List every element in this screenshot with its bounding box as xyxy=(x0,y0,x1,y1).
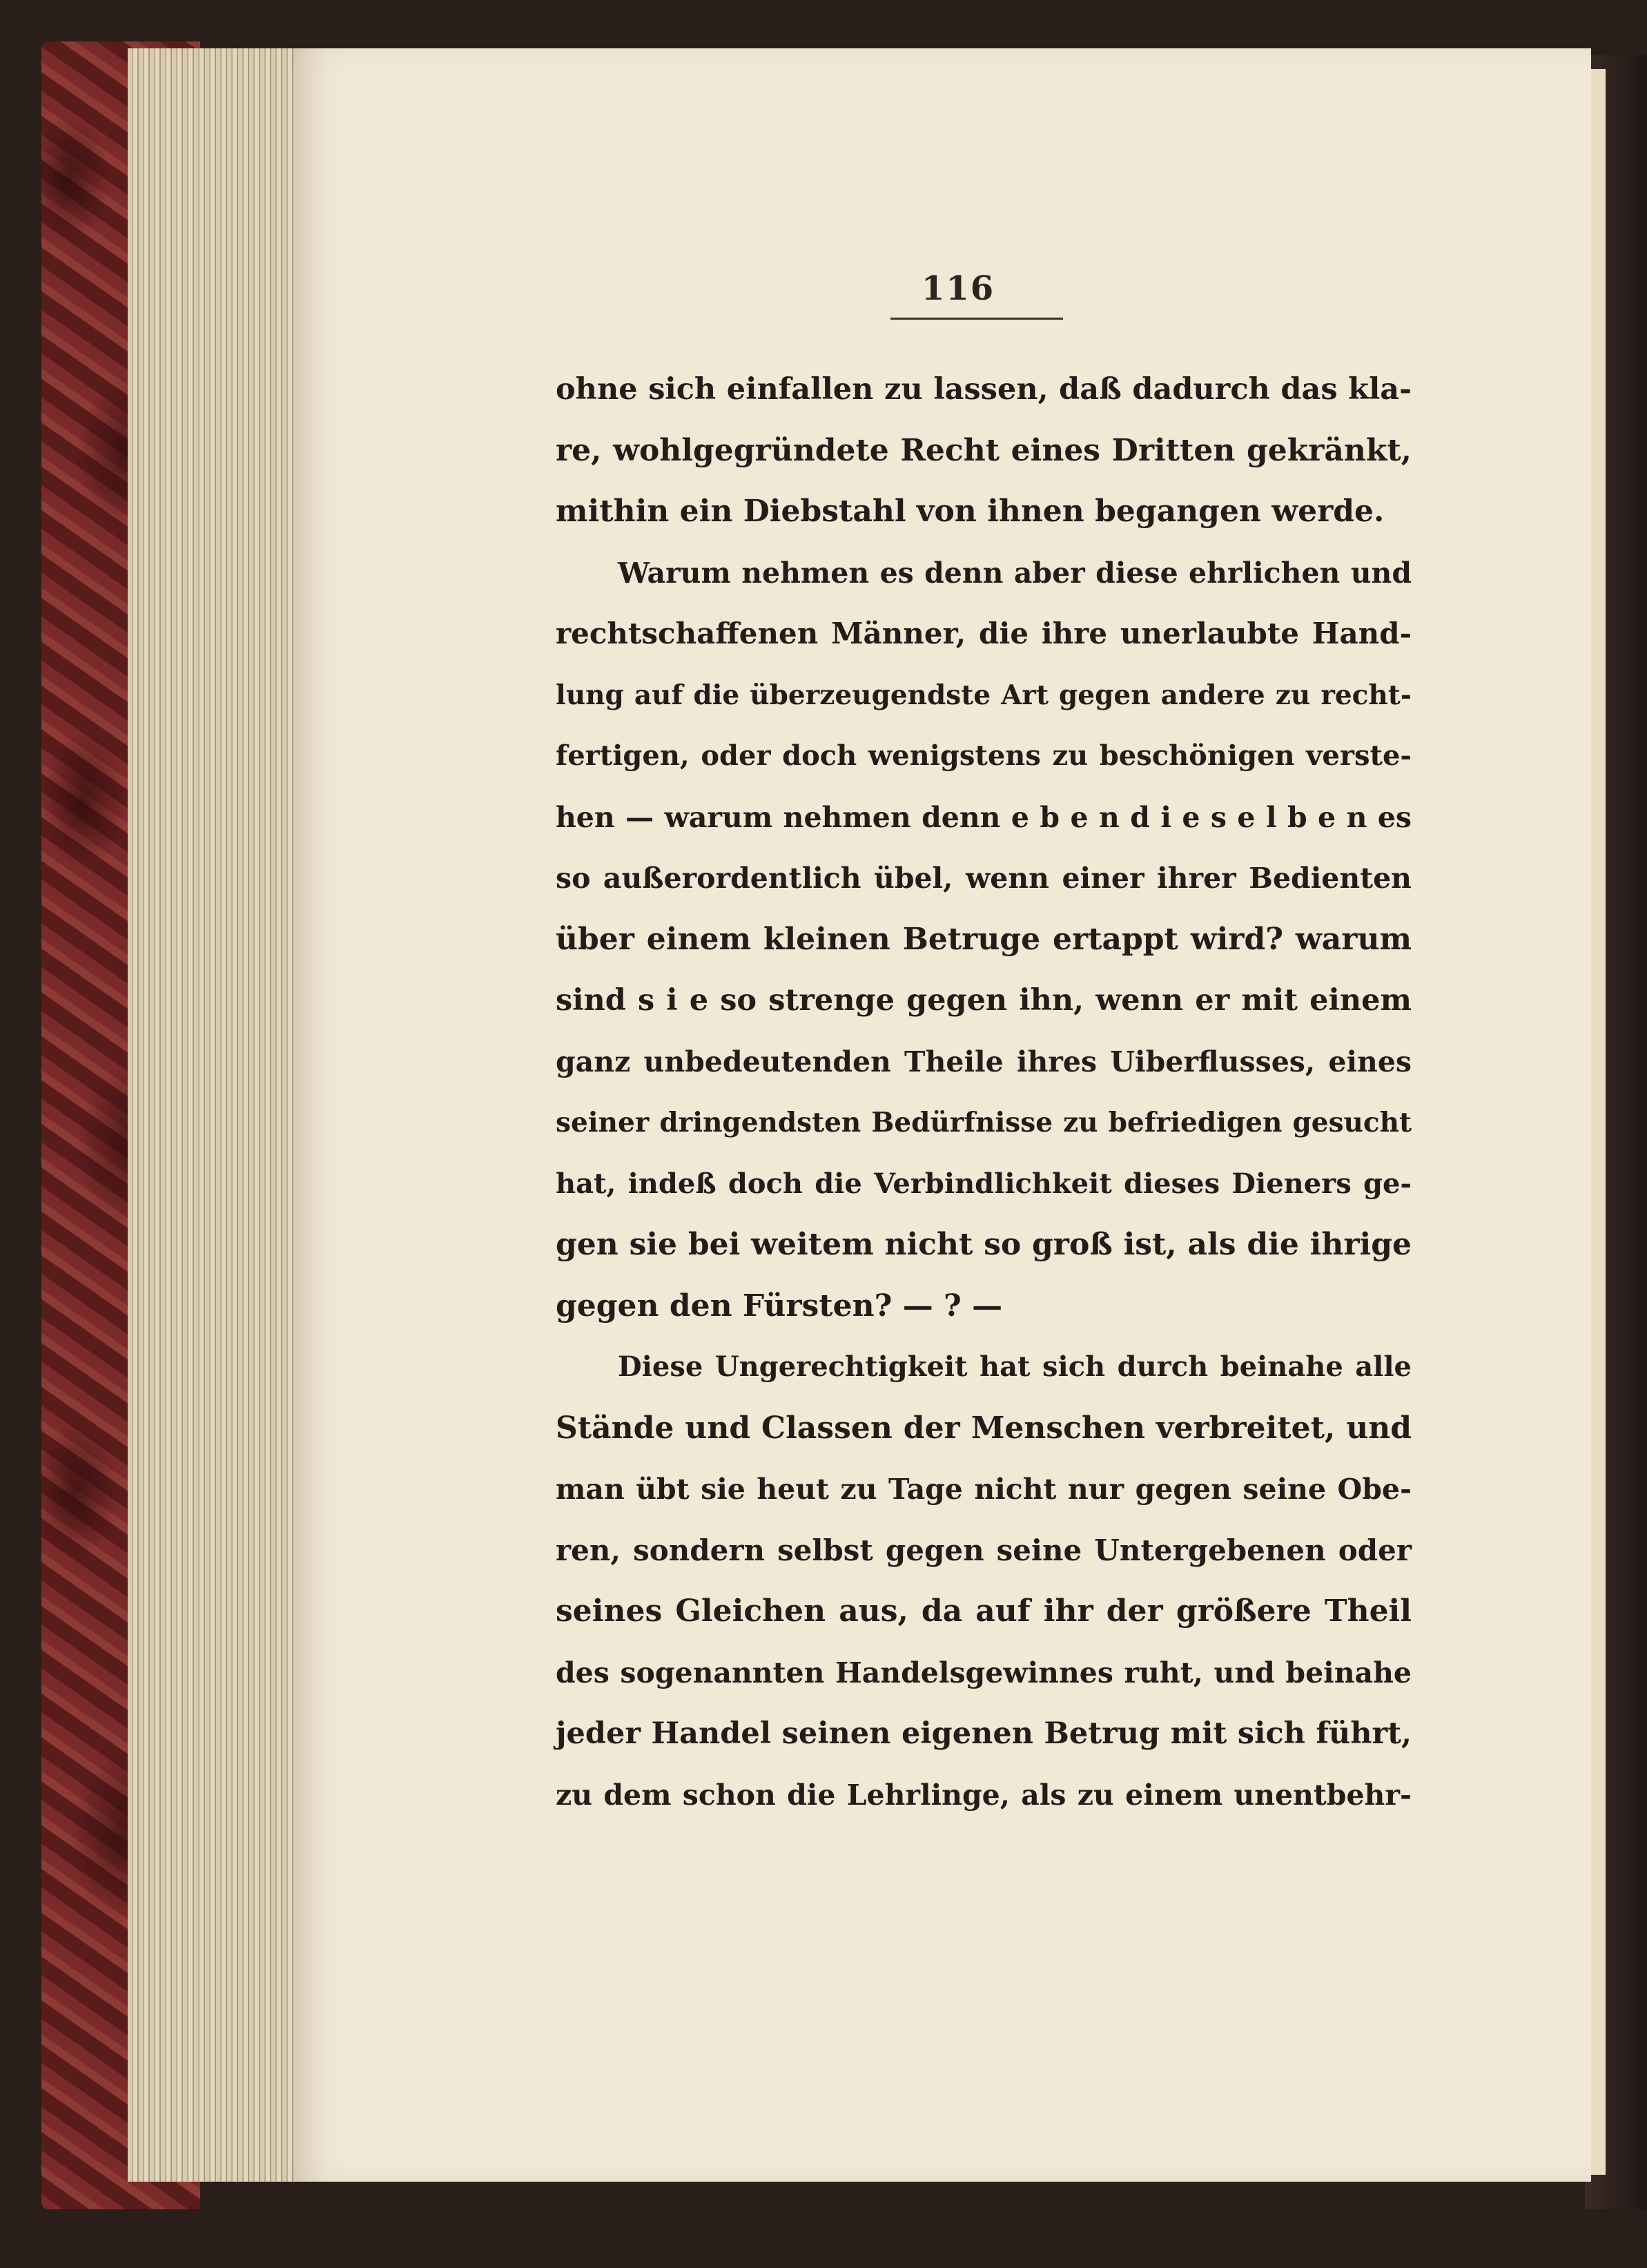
text-line: Warum nehmen es denn aber diese ehrlichen und xyxy=(618,556,1412,590)
text-line: so außerordentlich übel, wenn einer ihrer Bedienten xyxy=(556,862,1412,895)
stacked-page-edges xyxy=(128,48,300,2182)
text-line: hat, indeß doch die Verbindlichkeit dieses Dieners ge- xyxy=(556,1167,1412,1200)
text-line: seines Gleichen aus, da auf ihr der größere Theil xyxy=(556,1593,1412,1629)
text-line: mithin ein Diebstahl von ihnen begangen werde. xyxy=(556,494,1385,529)
text-line: hen — warum nehmen denn e b e n d i e s e l b e n es xyxy=(556,800,1412,834)
text-line: Stände und Classen der Menschen verbreitet, und xyxy=(556,1410,1412,1446)
text-line: des sogenannten Handelsgewinnes ruht, und beinahe xyxy=(556,1656,1412,1689)
page-number-rule xyxy=(890,318,1063,320)
body-text xyxy=(556,359,1412,1825)
text-line: jeder Handel seinen eigenen Betrug mit sich führt, xyxy=(556,1716,1412,1751)
text-line: ren, sondern selbst gegen seine Untergebenen oder xyxy=(556,1533,1412,1567)
text-line: über einem kleinen Betruge ertappt wird? warum xyxy=(556,921,1412,957)
text-line: zu dem schon die Lehrlinge, als zu einem unentbehr- xyxy=(556,1778,1412,1812)
text-line: fertigen, oder doch wenigstens zu beschönigen verste- xyxy=(556,739,1412,772)
text-line: Diese Ungerechtigkeit hat sich durch beinahe alle xyxy=(618,1350,1412,1383)
text-line: sind s i e so strenge gegen ihn, wenn er mit einem xyxy=(556,983,1412,1018)
text-line: lung auf die überzeugendste Art gegen andere zu recht- xyxy=(556,679,1412,711)
text-line: gegen den Fürsten? — ? — xyxy=(556,1288,1003,1324)
text-line: gen sie bei weitem nicht so groß ist, als die ihrige xyxy=(556,1227,1412,1262)
text-line: seiner dringendsten Bedürfnisse zu befriedigen gesucht xyxy=(556,1107,1412,1138)
text-line: man übt sie heut zu Tage nicht nur gegen seine Obe- xyxy=(556,1473,1412,1506)
text-line: re, wohlgegründete Recht eines Dritten gekränkt, xyxy=(556,432,1412,468)
text-line: ohne sich einfallen zu lassen, daß dadurch das kla- xyxy=(556,372,1412,407)
text-line: rechtschaffenen Männer, die ihre unerlaubte Hand- xyxy=(556,617,1412,650)
text-line: ganz unbedeutenden Theile ihres Uiberflusses, eines xyxy=(556,1045,1412,1078)
page-number: 116 xyxy=(922,269,995,308)
